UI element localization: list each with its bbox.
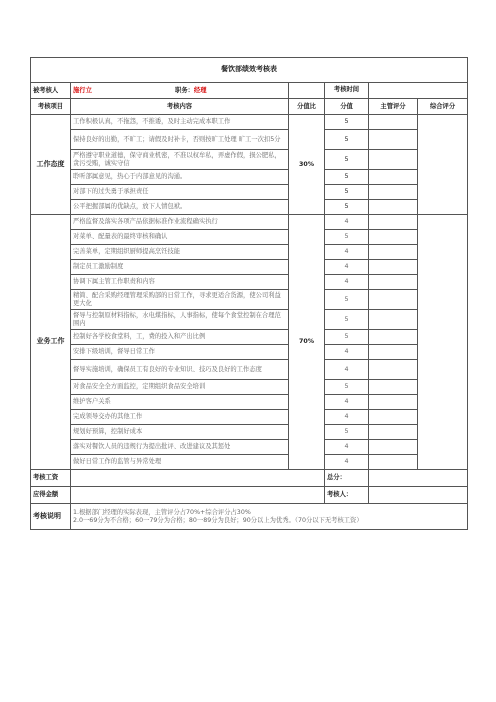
section-weight: 70% (289, 215, 325, 470)
notes-label: 考核说明 (31, 504, 71, 530)
col-content: 考核内容 (71, 99, 289, 115)
criteria-text: 督导与控制原材料指标，水电煤指标，人事指标，使每个食堂控制在合理范围内 (71, 310, 289, 330)
supervisor-score-cell[interactable] (369, 150, 418, 170)
score-value: 5 (325, 150, 369, 170)
time-value[interactable] (369, 83, 468, 99)
position-label: 职务： (175, 86, 194, 94)
table-row (31, 345, 468, 360)
criteria-text: 制定员工激励制度 (71, 260, 289, 275)
supervisor-score-cell[interactable] (369, 380, 418, 395)
criteria-text: 协调下属主管工作职责和内容 (71, 275, 289, 290)
table-row (31, 360, 468, 380)
table-row (31, 230, 468, 245)
supervisor-score-cell[interactable] (369, 330, 418, 345)
amount-value[interactable] (71, 487, 325, 504)
table-row (31, 440, 468, 455)
supervisor-score-cell[interactable] (369, 455, 418, 470)
criteria-text: 完善菜单，定期组织厨师提高烹饪技能 (71, 245, 289, 260)
total-value[interactable] (369, 470, 468, 487)
criteria-text: 严格遵守职业道德，保守商业机密，不准以权牟私，弄虚作假，损公肥私，贪污受贿，诚实守信 (71, 150, 289, 170)
table-row (31, 275, 468, 290)
score-value: 4 (325, 345, 369, 360)
blank-cell (289, 83, 325, 99)
criteria-text: 安排下级培训，督导日常工作 (71, 345, 289, 360)
table-row (31, 245, 468, 260)
supervisor-score-cell[interactable] (369, 425, 418, 440)
supervisor-score-cell[interactable] (369, 130, 418, 150)
form-title: 餐饮部绩效考核表 (31, 58, 468, 83)
note-line: 1.根据部门经理的实际表现，主管评分占70%+综合评分占30% (73, 509, 251, 517)
overall-score-cell[interactable] (418, 115, 468, 215)
score-value: 5 (325, 330, 369, 345)
salary-row (31, 470, 468, 487)
table-row (31, 290, 468, 310)
criteria-text: 严格监督及落实各项产品依据标准作业流程确实执行 (71, 215, 289, 230)
score-value: 4 (325, 360, 369, 380)
table-row (31, 330, 468, 345)
score-value: 5 (325, 425, 369, 440)
criteria-text: 落实对餐饮人员的违规行为提出批评、改进建议及其惩处 (71, 440, 289, 455)
table-row (31, 410, 468, 425)
supervisor-score-cell[interactable] (369, 310, 418, 330)
table-row (31, 260, 468, 275)
criteria-text: 控制好各学校食堂料，工，费的投入和产出比例 (71, 330, 289, 345)
note-line: 2.0一69分为不合格；60一79分为合格；80一89分为良好；90分以上为优秀。（70分以下无考核工资） (73, 516, 363, 524)
col-supervisor: 主管评分 (369, 99, 418, 115)
overall-score-cell[interactable] (418, 215, 468, 470)
score-value: 5 (325, 380, 369, 395)
table-row (31, 380, 468, 395)
evaluation-form (30, 57, 468, 530)
supervisor-score-cell[interactable] (369, 230, 418, 245)
supervisor-score-cell[interactable] (369, 360, 418, 380)
score-value: 5 (325, 130, 369, 150)
score-value: 4 (325, 245, 369, 260)
criteria-text: 工作积极认真，不拖怨，不推诿，及时主动完成本职工作 (71, 115, 289, 130)
criteria-text: 对部下的过失勇于承担责任 (71, 185, 289, 200)
table-row (31, 115, 468, 130)
score-value: 5 (325, 290, 369, 310)
table-row (31, 215, 468, 230)
table-row (31, 310, 468, 330)
score-value: 4 (325, 275, 369, 290)
col-overall: 综合评分 (418, 99, 468, 115)
criteria-text: 聆听部属意见，热心于内部意见的沟通。 (71, 170, 289, 185)
examinee-label: 被考核人 (31, 83, 71, 99)
criteria-text: 规划好预算，控制好成本 (71, 425, 289, 440)
score-value: 5 (325, 185, 369, 200)
supervisor-score-cell[interactable] (369, 200, 418, 215)
supervisor-score-cell[interactable] (369, 115, 418, 130)
supervisor-score-cell[interactable] (369, 170, 418, 185)
amount-row (31, 487, 468, 504)
criteria-text: 做好日常工作的监管与异常处理 (71, 455, 289, 470)
notes-cell (71, 504, 468, 530)
supervisor-score-cell[interactable] (369, 215, 418, 230)
score-value: 5 (325, 310, 369, 330)
amount-label: 应得金额 (31, 487, 71, 504)
criteria-text: 维护客户关系 (71, 395, 289, 410)
col-score: 分值 (325, 99, 369, 115)
criteria-text: 保持良好的出勤，不旷工；请假及时补卡，否则按旷工处理 旷工一次扣5分 (71, 130, 289, 150)
table-row (31, 455, 468, 470)
score-value: 5 (325, 115, 369, 130)
examinee-name: 施行立 (73, 86, 92, 94)
position-value: 经理 (193, 86, 207, 94)
supervisor-score-cell[interactable] (369, 440, 418, 455)
supervisor-score-cell[interactable] (369, 410, 418, 425)
score-value: 4 (325, 395, 369, 410)
table-row (31, 425, 468, 440)
salary-label: 考核工资 (31, 470, 71, 487)
score-value: 4 (325, 410, 369, 425)
table-row (31, 130, 468, 150)
criteria-text: 公平把握部属的优缺点，放下人情包袱。 (71, 200, 289, 215)
col-weight: 分值比 (289, 99, 325, 115)
score-value: 4 (325, 455, 369, 470)
supervisor-score-cell[interactable] (369, 185, 418, 200)
table-row (31, 200, 468, 215)
salary-value[interactable] (71, 470, 325, 487)
section-weight: 30% (289, 115, 325, 215)
table-row (31, 150, 468, 170)
supervisor-score-cell[interactable] (369, 395, 418, 410)
supervisor-score-cell[interactable] (369, 260, 418, 275)
score-value: 4 (325, 260, 369, 275)
notes-row (31, 504, 468, 530)
score-value: 5 (325, 170, 369, 185)
criteria-text: 对菜单、配量表的最终审核和确认 (71, 230, 289, 245)
table-row (31, 170, 468, 185)
examiner-label: 考核人： (325, 487, 369, 504)
supervisor-score-cell[interactable] (369, 245, 418, 260)
supervisor-score-cell[interactable] (369, 290, 418, 310)
criteria-text: 督导实施培训，确保员工有良好的专业知识、技巧及良好的工作态度 (71, 360, 289, 380)
table-row (31, 395, 468, 410)
total-label: 总分： (325, 470, 369, 487)
criteria-text: 对食品安全全方面监控，定期组织食品安全培训 (71, 380, 289, 395)
score-value: 4 (325, 215, 369, 230)
supervisor-score-cell[interactable] (369, 275, 418, 290)
examiner-value[interactable] (369, 487, 468, 504)
score-value: 5 (325, 230, 369, 245)
examinee-cell (71, 83, 289, 99)
time-label: 考核时间 (325, 83, 369, 99)
section-name: 工作态度 (31, 115, 71, 215)
criteria-text: 完成领导交办的其他工作 (71, 410, 289, 425)
section-name: 业务工作 (31, 215, 71, 470)
supervisor-score-cell[interactable] (369, 345, 418, 360)
score-value: 5 (325, 200, 369, 215)
table-row (31, 185, 468, 200)
score-value: 4 (325, 440, 369, 455)
col-item: 考核项目 (31, 99, 71, 115)
criteria-text: 精简、配合采购经理管理采购部的日常工作，寻求更适合货源，使公司利益更大化 (71, 290, 289, 310)
